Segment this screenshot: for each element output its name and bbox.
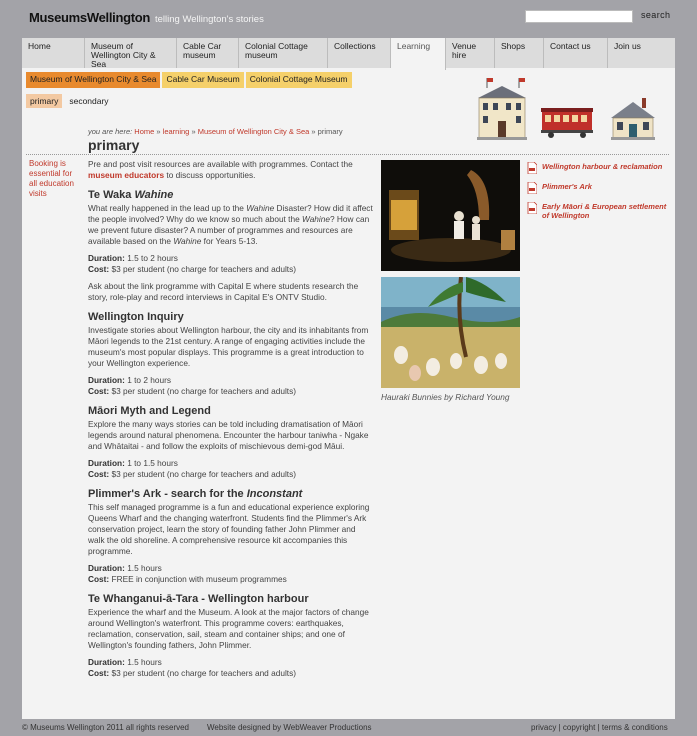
- pdf-label[interactable]: Plimmer's Ark: [542, 182, 592, 191]
- footer-copyright-link[interactable]: copyright: [562, 723, 596, 732]
- title-part-italic: Wahine: [134, 189, 174, 201]
- section-title-maori: Māori Myth and Legend: [88, 405, 211, 417]
- duration-label: Duration:: [88, 657, 125, 667]
- pdf-link[interactable]: [527, 202, 672, 220]
- intro-text: [88, 159, 373, 181]
- main-content: [88, 159, 373, 685]
- inquiry-description: Investigate stories about Wellington harbour, the city and its inhabitants from Māori legends to the 21st century. A range of engaging activities include the museum's most popular displays. This programme is a great introduction to your Wellington experience.: [88, 325, 369, 368]
- pdf-link[interactable]: [527, 182, 672, 194]
- duration-value: 1.5 hours: [127, 657, 162, 667]
- footer: [0, 719, 697, 736]
- cost-value: $3 per student (no charge for teachers and adults): [111, 668, 297, 678]
- te-waka-meta: [88, 253, 373, 275]
- booking-note: Booking is essential for all education visits: [29, 159, 74, 198]
- footer-sep: |: [597, 723, 600, 732]
- stage-performance-photo: [381, 160, 520, 271]
- search-button[interactable]: search: [641, 10, 671, 20]
- site-tagline: telling Wellington's stories: [155, 14, 264, 25]
- page-container: [22, 38, 675, 719]
- breadcrumb-current: primary: [317, 127, 343, 136]
- cost-value: FREE in conjunction with museum programmes: [111, 574, 287, 584]
- breadcrumb-sep: »: [311, 127, 316, 136]
- duration-label: Duration:: [88, 253, 125, 263]
- pdf-icon: [527, 202, 537, 214]
- breadcrumb-sep: »: [191, 127, 196, 136]
- section-title-inquiry: Wellington Inquiry: [88, 311, 184, 323]
- nav-museum-city-sea[interactable]: Museum of Wellington City & Sea: [85, 38, 177, 68]
- inquiry-meta: [88, 375, 373, 397]
- cost-label: Cost:: [88, 469, 110, 479]
- nav-contact-us[interactable]: Contact us: [544, 38, 608, 68]
- title-part-italic: Inconstant: [246, 488, 303, 500]
- intro-text-b: to discuss opportunities.: [166, 170, 256, 180]
- duration-value: 1.5 hours: [127, 563, 162, 573]
- duration-value: 1 to 1.5 hours: [127, 458, 178, 468]
- text-italic: Wahine: [302, 214, 330, 224]
- site-logo[interactable]: MuseumsWellington: [29, 10, 151, 25]
- text: What really happened in the lead up to the: [88, 203, 244, 213]
- title-part: Te Waka: [88, 189, 132, 201]
- text: ? How can we prevent future disaster? A number of programmes and resources are available based on the: [88, 214, 370, 246]
- breadcrumb-learning[interactable]: learning: [162, 127, 190, 136]
- footer-copyright: © Museums Wellington 2011 all rights reserved: [22, 723, 190, 732]
- museum-educators-link[interactable]: museum educators: [88, 170, 165, 180]
- footer-terms-link[interactable]: terms & conditions: [601, 723, 668, 732]
- text-italic: Wahine: [173, 236, 202, 246]
- cable-car-illustration: [539, 104, 595, 140]
- pdf-label[interactable]: Early Māori & European settlement of Wellington: [542, 202, 667, 220]
- museum-subtabs: [26, 72, 354, 88]
- subtab-museum-city-sea[interactable]: Museum of Wellington City & Sea: [26, 72, 160, 88]
- pdf-icon: [527, 182, 537, 194]
- te-waka-description: [88, 203, 373, 247]
- nav-learning[interactable]: Learning: [391, 38, 446, 70]
- breadcrumb-home[interactable]: Home: [134, 127, 155, 136]
- pdf-link[interactable]: [527, 162, 672, 174]
- breadcrumb-prefix: you are here:: [88, 127, 133, 136]
- footer-sep: |: [558, 723, 561, 732]
- cost-label: Cost:: [88, 264, 110, 274]
- footer-links: [531, 723, 668, 732]
- section-title-te-waka: [88, 188, 373, 202]
- cost-label: Cost:: [88, 386, 110, 396]
- breadcrumb-museum[interactable]: Museum of Wellington City & Sea: [197, 127, 310, 136]
- section-title-plimmer: [88, 487, 373, 501]
- text-italic: Wahine: [246, 203, 275, 213]
- cost-value: $3 per student (no charge for teachers and adults): [111, 264, 297, 274]
- text: for Years 5-13.: [203, 236, 258, 246]
- subtab-colonial-cottage[interactable]: Colonial Cottage Museum: [246, 72, 352, 88]
- cost-value: $3 per student (no charge for teachers and adults): [111, 469, 297, 479]
- nav-colonial-cottage[interactable]: Colonial Cottage museum: [239, 38, 328, 68]
- intro-text-a: Pre and post visit resources are available with programmes. Contact the: [88, 159, 353, 169]
- whanganui-description: Experience the wharf and the Museum. A look at the major factors of change around Wellington's waterfront. This programme covers: earthquakes, reclamation, conservation, sail, steam and container ships; and one of Wellington's founding fathers, John Plimmer.: [88, 607, 369, 650]
- duration-value: 1.5 to 2 hours: [127, 253, 178, 263]
- whanganui-meta: [88, 657, 373, 679]
- plimmer-description: This self managed programme is a fun and educational experience exploring Queens Wharf and the changing waterfront. Students find the Plimmer's Ark conservation project, learn the story of founding father John Plimmer and walk the old shoreline. A comprehensive resource kit accompanies this programme.: [88, 502, 370, 556]
- breadcrumb: [88, 127, 343, 136]
- text: Disaster? How did it affect the people involved? Why do we know so much about the: [88, 203, 373, 224]
- footer-designer[interactable]: Website designed by WebWeaver Productions: [207, 723, 372, 732]
- nav-venue-hire[interactable]: Venue hire: [446, 38, 495, 68]
- nav-join-us[interactable]: Join us: [608, 38, 675, 68]
- maori-description: Explore the many ways stories can be told including dramatisation of Māori legends around natural phenomena. Encounter the harbour taniwha - Ngake and Whātaitai - and follow the exploits of mischievous demi-god Māui.: [88, 419, 369, 451]
- nav-shops[interactable]: Shops: [495, 38, 544, 68]
- pdf-label[interactable]: Wellington harbour & reclamation: [542, 162, 663, 171]
- footer-privacy-link[interactable]: privacy: [531, 723, 557, 732]
- search-input[interactable]: [525, 10, 633, 23]
- nav-collections[interactable]: Collections: [328, 38, 391, 68]
- level-tabs: [26, 94, 116, 108]
- top-bar: [0, 0, 697, 38]
- cost-value: $3 per student (no charge for teachers and adults): [111, 386, 297, 396]
- cost-label: Cost:: [88, 574, 110, 584]
- cost-label: Cost:: [88, 668, 110, 678]
- maori-meta: [88, 458, 373, 480]
- plimmer-meta: [88, 563, 373, 585]
- breadcrumb-sep: »: [156, 127, 161, 136]
- colonial-cottage-illustration: [609, 96, 657, 140]
- museum-building-illustration: [474, 76, 530, 140]
- level-secondary[interactable]: secondary: [69, 96, 109, 106]
- duration-label: Duration:: [88, 563, 125, 573]
- divider: [26, 154, 669, 155]
- subtab-cable-car[interactable]: Cable Car Museum: [162, 72, 243, 88]
- duration-value: 1 to 2 hours: [127, 375, 172, 385]
- photo-caption: Hauraki Bunnies by Richard Young: [381, 392, 510, 402]
- pdf-resources: [527, 162, 672, 228]
- section-title-whanganui: Te Whanganui-ā-Tara - Wellington harbour: [88, 593, 309, 605]
- pdf-icon: [527, 162, 537, 174]
- main-nav: [22, 38, 675, 68]
- level-primary[interactable]: primary: [26, 94, 62, 108]
- nav-cable-car[interactable]: Cable Car museum: [177, 38, 239, 68]
- title-part: Plimmer's Ark - search for the: [88, 488, 244, 500]
- nav-home[interactable]: Home: [22, 38, 85, 68]
- page-title: primary: [88, 137, 140, 153]
- te-waka-link-programme: Ask about the link programme with Capital E where students research the story, role-play and record interviews in Capital E's ONTV Studio.: [88, 281, 359, 302]
- duration-label: Duration:: [88, 458, 125, 468]
- hauraki-bunnies-painting: [381, 277, 520, 388]
- duration-label: Duration:: [88, 375, 125, 385]
